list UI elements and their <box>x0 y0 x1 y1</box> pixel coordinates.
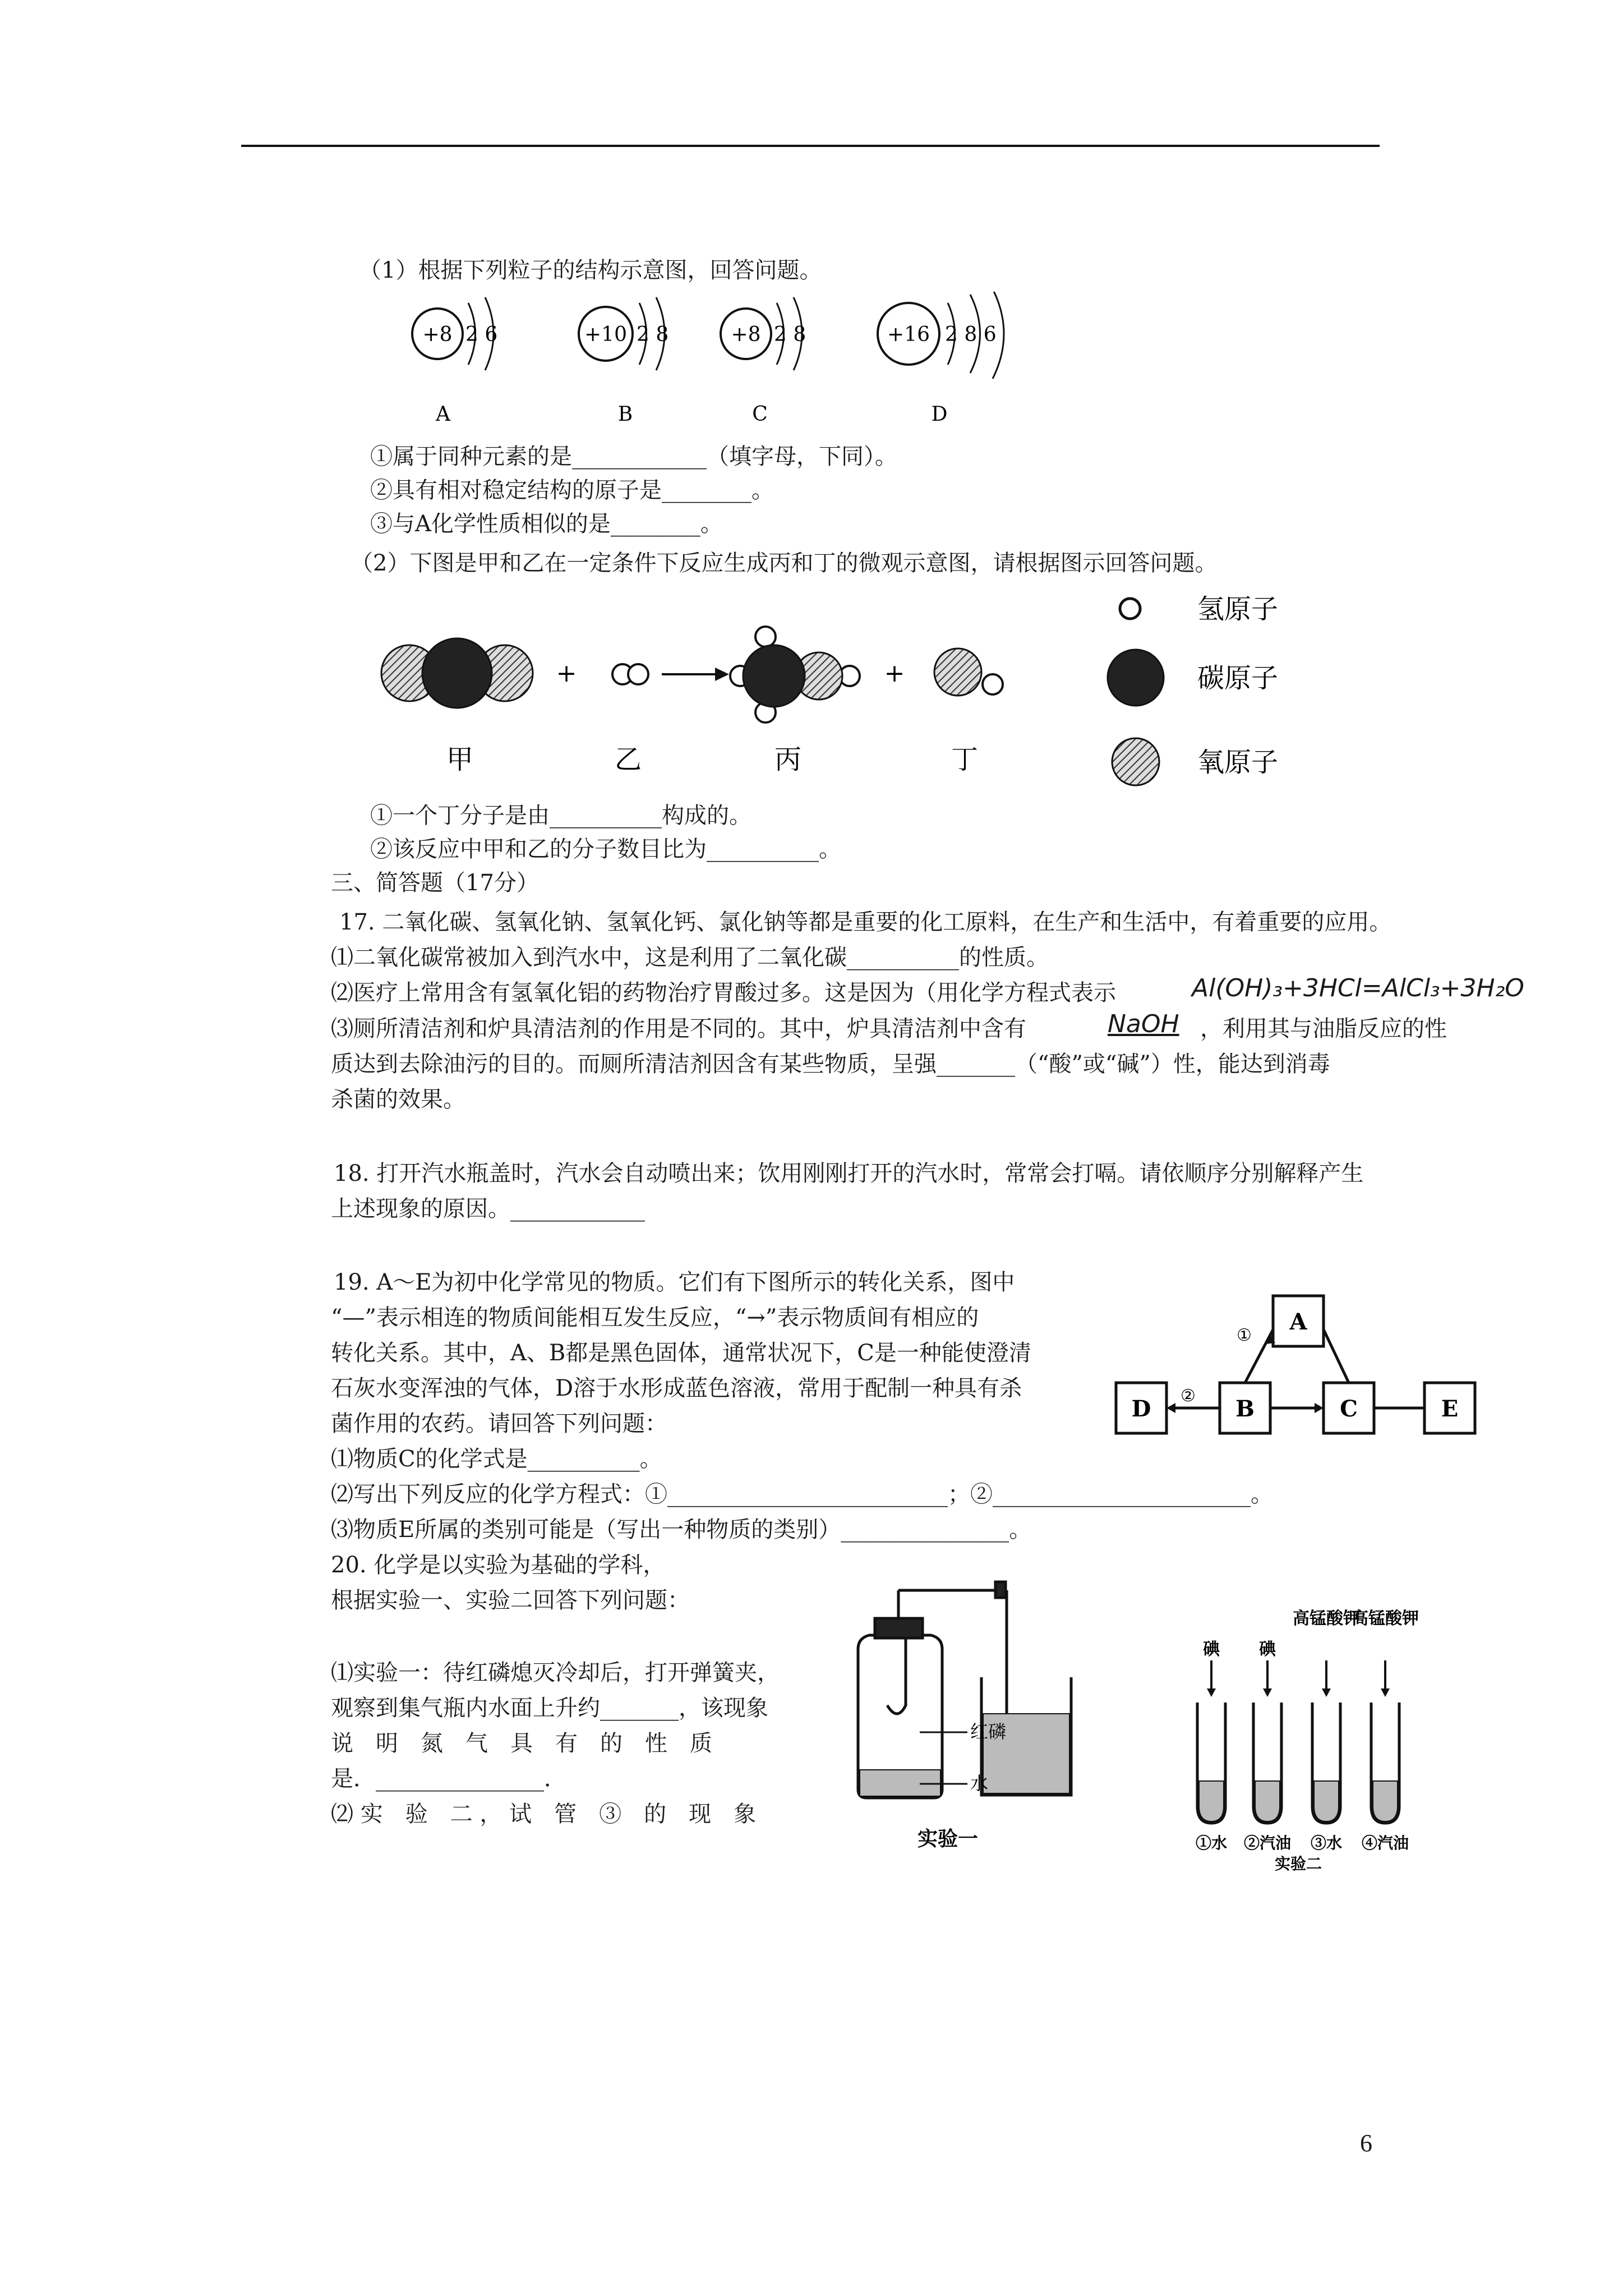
q16-sub2: ②具有相对稳定结构的原子是________。 <box>370 477 774 503</box>
q19-p2: ⑵写出下列反应的化学方程式：①_________________________；②_______________________。 <box>331 1481 1273 1507</box>
q19-line4: 石灰水变浑浊的气体，D溶于水形成蓝色溶液，常用于配制一种具有杀 <box>331 1375 1022 1401</box>
reaction-microscopic-diagram <box>370 583 1335 797</box>
molecule-label-bing: 丙 <box>774 744 802 775</box>
q17-handwritten-equation: Al(OH)₃+3HCl=AlCl₃+3H₂O <box>1192 974 1524 1002</box>
atom-c-shells: 2 8 <box>774 323 806 346</box>
edge-label-1: ① <box>1237 1326 1252 1345</box>
q20-p1c: 说 明 氮 气 具 有 的 性 质 <box>331 1731 712 1756</box>
atom-a-shells: 2 6 <box>465 323 498 346</box>
label-water: 水 <box>970 1773 989 1794</box>
q19-p1: ⑴物质C的化学式是__________。 <box>331 1446 662 1472</box>
q16-sub3: ③与A化学性质相似的是________。 <box>370 511 723 537</box>
tube1-top-label: 碘 <box>1203 1640 1220 1659</box>
q18-line2: 上述现象的原因。____________ <box>331 1196 645 1222</box>
q20-line1: 20. 化学是以实验为基础的学科， <box>331 1552 666 1578</box>
atom-c-label: C <box>752 403 768 426</box>
node-e: E <box>1441 1396 1459 1422</box>
tube2-top-label: 碘 <box>1259 1640 1276 1659</box>
legend-hydrogen-label: 氢原子 <box>1197 593 1279 625</box>
atom-d-label: D <box>931 403 948 426</box>
header-rule <box>241 145 1380 147</box>
q17-p3d: 杀菌的效果。 <box>331 1087 465 1112</box>
tube4-label: ④汽油 <box>1361 1834 1409 1852</box>
page-number: 6 <box>1360 2129 1372 2157</box>
q17-p3b: ，利用其与油脂反应的性 <box>1200 1016 1447 1042</box>
atom-a-nucleus: +8 <box>422 323 453 346</box>
node-c: C <box>1340 1396 1358 1422</box>
atom-d <box>878 292 1004 426</box>
q19-p3: ⑶物质E所属的类别可能是（写出一种物质的类别）_______________。 <box>331 1517 1032 1543</box>
molecule-jia <box>381 638 533 708</box>
q17-p1: ⑴二氧化碳常被加入到汽水中，这是利用了二氧化碳__________的性质。 <box>331 945 1049 970</box>
atom-b-shells: 2 8 <box>637 323 669 346</box>
legend-carbon-label: 碳原子 <box>1197 662 1279 694</box>
q20-p1b: 观察到集气瓶内水面上升约_______，该现象 <box>331 1695 768 1721</box>
q16-part2: （2）下图是甲和乙在一定条件下反应生成丙和丁的微观示意图，请根据图示回答问题。 <box>351 550 1218 576</box>
tube2-label: ②汽油 <box>1243 1834 1292 1852</box>
q16-sub1: ①属于同种元素的是____________（填字母，下同）。 <box>370 444 897 470</box>
label-red-phosphorus: 红磷 <box>970 1721 1007 1742</box>
q20-p2: ⑵ 实 验 二 ， 试 管 ③ 的 现 象 <box>331 1801 757 1827</box>
node-d: D <box>1131 1396 1151 1422</box>
node-b: B <box>1235 1396 1255 1422</box>
molecule-label-jia: 甲 <box>446 744 474 775</box>
q16-sub4: ①一个丁分子是由__________构成的。 <box>370 803 751 829</box>
q18-line1: 18. 打开汽水瓶盖时，汽水会自动喷出来；饮用刚刚打开的汽水时，常常会打嗝。请依顺序分别解释产生 <box>334 1161 1364 1186</box>
atom-c <box>721 297 806 426</box>
legend-hydrogen-icon <box>1120 599 1140 619</box>
q20-line2: 根据实验一、实验二回答下列问题： <box>331 1588 690 1613</box>
legend-oxygen-icon <box>1112 738 1159 785</box>
edge-label-2: ② <box>1181 1386 1196 1406</box>
molecule-label-yi: 乙 <box>614 744 642 775</box>
molecule-yi <box>612 664 648 684</box>
legend <box>1108 593 1278 785</box>
plus-sign-2: + <box>884 659 905 688</box>
tube4-top-label: 高锰酸钾 <box>1352 1609 1419 1628</box>
section-heading: 三、简答题（17分） <box>331 870 539 896</box>
q19-line3: 转化关系。其中，A、B都是黑色固体，通常状况下，C是一种能使澄清 <box>331 1340 1031 1366</box>
node-a: A <box>1289 1309 1307 1335</box>
q16-sub5: ②该反应中甲和乙的分子数目比为__________。 <box>370 836 841 862</box>
conversion-relationship-diagram <box>1110 1273 1481 1458</box>
legend-carbon-icon <box>1108 650 1164 706</box>
atom-b-label: B <box>617 403 633 426</box>
q20-p1d: 是．_______________． <box>331 1766 566 1792</box>
q16-part1: （1）根据下列粒子的结构示意图，回答问题。 <box>359 257 822 283</box>
molecule-bing <box>730 627 860 723</box>
q17-p2: ⑵医疗上常用含有氢氧化铝的药物治疗胃酸过多。这是因为（用化学方程式表示 <box>331 980 1116 1006</box>
molecule-ding <box>934 648 1003 696</box>
experiment-two-caption: 实验二 <box>1274 1855 1322 1873</box>
atom-a <box>412 297 497 426</box>
experiment-one-apparatus <box>836 1571 1094 1862</box>
q19-line2: “—”表示相连的物质间能相互发生反应，“→”表示物质间有相应的 <box>331 1305 979 1331</box>
atom-b-nucleus: +10 <box>584 323 627 346</box>
experiment-two-apparatus <box>1178 1593 1436 1874</box>
atom-b <box>579 297 668 426</box>
q20-p1a: ⑴实验一：待红磷熄灭冷却后，打开弹簧夹， <box>331 1660 780 1686</box>
q17-p3c: 质达到去除油污的目的。而厕所清洁剂因含有某些物质，呈强_______（“酸”或“碱”）性，能达到消毒 <box>331 1051 1330 1077</box>
molecule-label-ding: 丁 <box>951 744 979 775</box>
tube3-label: ③水 <box>1310 1834 1343 1852</box>
atom-structure-diagrams <box>393 292 1099 438</box>
q17-stem: 17. 二氧化碳、氢氧化钠、氢氧化钙、氯化钠等都是重要的化工原料，在生产和生活中，有着重要的应用。 <box>339 909 1392 935</box>
reaction-arrow-icon <box>662 668 729 681</box>
q19-line5: 菌作用的农药。请回答下列问题： <box>331 1411 667 1437</box>
experiment-one-caption: 实验一 <box>917 1827 979 1851</box>
legend-oxygen-label: 氧原子 <box>1197 747 1279 778</box>
q19-line1: 19. A～E为初中化学常见的物质。它们有下图所示的转化关系，图中 <box>334 1269 1015 1295</box>
atom-a-label: A <box>436 403 450 426</box>
atom-c-nucleus: +8 <box>731 323 761 346</box>
plus-sign-1: + <box>556 659 577 688</box>
tube1-label: ①水 <box>1195 1834 1228 1852</box>
q17-p3a: ⑶厕所清洁剂和炉具清洁剂的作用是不同的。其中，炉具清洁剂中含有 <box>331 1016 1026 1042</box>
tube3-top-label: 高锰酸钾 <box>1293 1609 1360 1628</box>
atom-d-nucleus: +16 <box>887 323 930 346</box>
q17-handwritten-naoh: NaOH <box>1108 1010 1179 1038</box>
atom-d-shells: 2 8 6 <box>945 323 997 346</box>
